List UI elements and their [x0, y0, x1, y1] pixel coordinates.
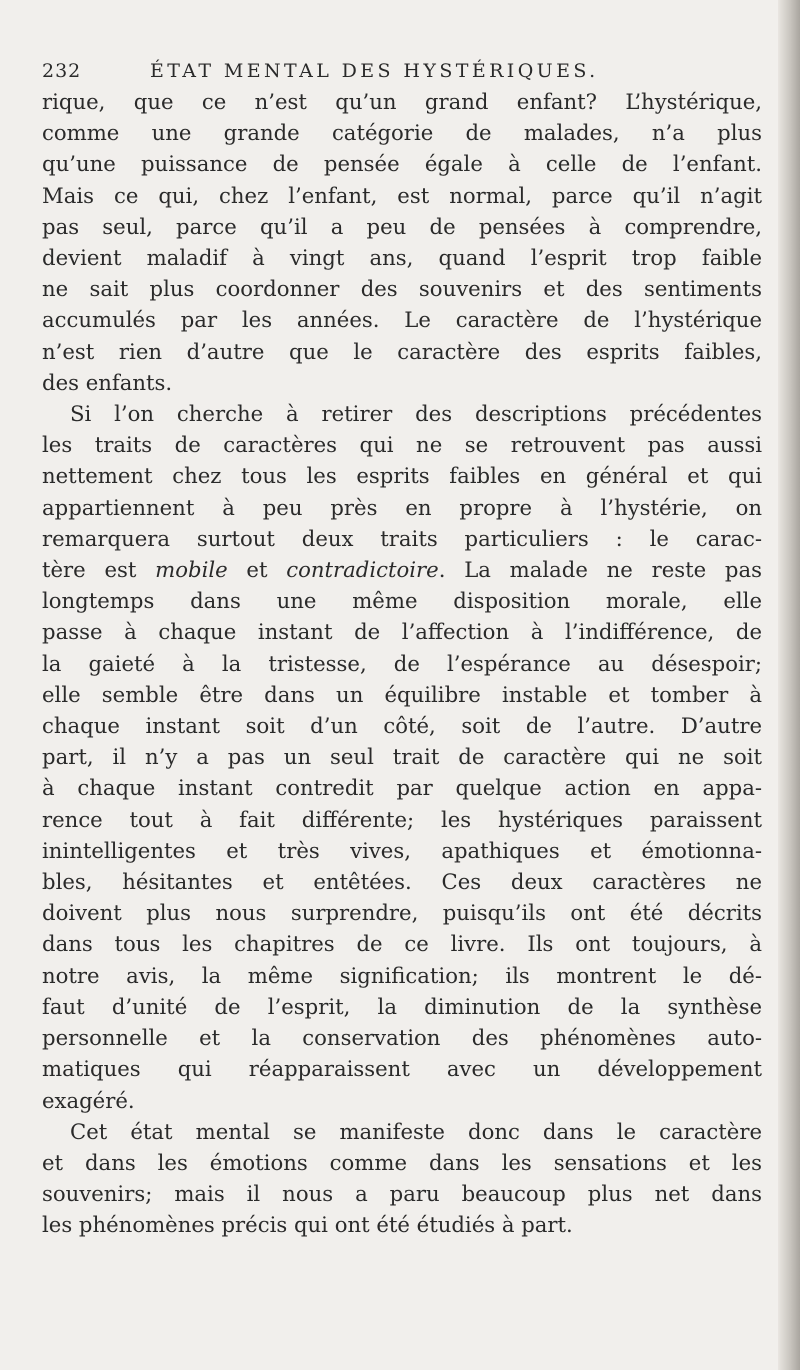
text-line: et dans les émotions comme dans les sensations et les: [42, 1149, 762, 1175]
text-line: part, il n’y a pas un seul trait de caractère qui ne soit: [42, 744, 762, 770]
text-line: inintelligentes et très vives, apathiques et émotionna-: [42, 837, 762, 863]
text-line: la gaieté à la tristesse, de l’espérance au désespoir;: [42, 650, 762, 676]
text-line: devient maladif à vingt ans, quand l’esprit trop faible: [42, 245, 762, 271]
text-line: Mais ce qui, chez l’enfant, est normal, parce qu’il n’agit: [42, 182, 762, 208]
chapter-title: ÉTAT MENTAL DES HYSTÉRIQUES.: [150, 60, 599, 82]
text-line: rence tout à fait différente; les hystériques paraissent: [42, 806, 762, 832]
text-line: Si l’on cherche à retirer des descriptions précédentes: [70, 401, 762, 427]
text-line: personnelle et la conservation des phénomènes auto-: [42, 1025, 762, 1051]
text-line: dans tous les chapitres de ce livre. Ils ont toujours, à: [42, 931, 762, 957]
text-line: notre avis, la même signification; ils montrent le dé-: [42, 962, 762, 988]
text-line: exagéré.: [42, 1087, 135, 1113]
text-fragment: et: [227, 557, 287, 583]
text-line: comme une grande catégorie de malades, n’a plus: [42, 120, 762, 146]
text-fragment: . La malade ne reste pas: [438, 557, 762, 583]
emphasis-contradictoire: contradictoire: [286, 557, 439, 583]
text-line: rique, que ce n’est qu’un grand enfant? L’hystérique,: [42, 89, 762, 114]
text-line: passe à chaque instant de l’affection à l’indifférence, de: [42, 619, 762, 645]
text-line: les phénomènes précis qui ont été étudiés à part.: [42, 1212, 573, 1238]
text-line: longtemps dans une même disposition morale, elle: [42, 588, 762, 614]
body-text: [42, 86, 762, 1241]
page-number: 232: [42, 60, 82, 82]
text-line: remarquera surtout deux traits particuliers : le carac-: [42, 525, 762, 551]
text-line: souvenirs; mais il nous a paru beaucoup plus net dans: [42, 1181, 762, 1207]
text-line: à chaque instant contredit par quelque action en appa-: [42, 775, 762, 801]
text-line: accumulés par les années. Le caractère de l’hystérique: [42, 307, 762, 333]
text-line: des enfants.: [42, 369, 173, 395]
text-line-mixed: [42, 554, 762, 585]
text-line: elle semble être dans un équilibre instable et tomber à: [42, 681, 762, 707]
text-line: matiques qui réapparaissent avec un développement: [42, 1056, 762, 1082]
text-line: nettement chez tous les esprits faibles en général et qui: [42, 463, 762, 489]
text-line: bles, hésitantes et entêtées. Ces deux caractères ne: [42, 869, 762, 895]
text-line: qu’une puissance de pensée égale à celle de l’enfant.: [42, 151, 762, 177]
text-line: les traits de caractères qui ne se retrouvent pas aussi: [42, 432, 762, 458]
text-line: doivent plus nous surprendre, puisqu’ils ont été décrits: [42, 900, 762, 926]
text-line: n’est rien d’autre que le caractère des esprits faibles,: [42, 338, 762, 364]
emphasis-mobile: mobile: [155, 557, 228, 583]
text-line: faut d’unité de l’esprit, la diminution de la synthèse: [42, 993, 762, 1019]
text-fragment: tère est: [42, 557, 156, 583]
page-edge: [778, 0, 800, 1370]
text-line: pas seul, parce qu’il a peu de pensées à comprendre,: [42, 213, 762, 239]
text-line: ne sait plus coordonner des souvenirs et des sentiments: [42, 276, 762, 302]
running-head: [42, 60, 762, 82]
text-line: Cet état mental se manifeste donc dans le caractère: [70, 1118, 762, 1144]
text-line: appartiennent à peu près en propre à l’hystérie, on: [42, 494, 762, 520]
text-line: chaque instant soit d’un côté, soit de l’autre. D’autre: [42, 713, 762, 739]
